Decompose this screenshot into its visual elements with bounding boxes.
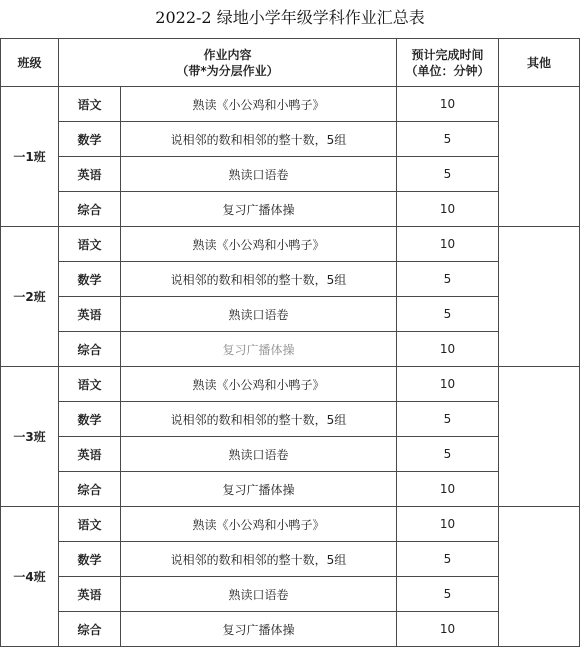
other-cell: [499, 367, 580, 507]
subject-cell: 语文: [59, 227, 121, 262]
page-title: 2022-2 绿地小学年级学科作业汇总表: [155, 8, 425, 27]
table-row: [1, 157, 580, 192]
subject-cell: 数学: [59, 122, 121, 157]
content-cell: 熟读口语卷: [121, 157, 397, 192]
content-cell: 说相邻的数和相邻的整十数，5组: [121, 402, 397, 437]
table-row: [1, 332, 580, 367]
table-row: [1, 122, 580, 157]
time-cell: 10: [397, 332, 499, 367]
time-cell: 10: [397, 192, 499, 227]
time-cell: 10: [397, 87, 499, 122]
content-cell: 说相邻的数和相邻的整十数，5组: [121, 122, 397, 157]
header-row: [1, 39, 580, 87]
header-content: [59, 39, 397, 87]
header-content-note: （带*为分层作业）: [176, 63, 279, 78]
table-row: [1, 402, 580, 437]
subject-cell: 综合: [59, 612, 121, 647]
content-cell: 熟读《小公鸡和小鸭子》: [121, 227, 397, 262]
time-cell: 10: [397, 227, 499, 262]
content-cell: 复习广播体操: [121, 332, 397, 367]
other-cell: [499, 227, 580, 367]
content-cell: 复习广播体操: [121, 612, 397, 647]
subject-cell: 综合: [59, 332, 121, 367]
time-cell: 10: [397, 472, 499, 507]
table-row: [1, 612, 580, 647]
table-row: [1, 542, 580, 577]
subject-cell: 语文: [59, 87, 121, 122]
content-cell: 说相邻的数和相邻的整十数，5组: [121, 542, 397, 577]
content-cell: 熟读《小公鸡和小鸭子》: [121, 87, 397, 122]
subject-cell: 语文: [59, 507, 121, 542]
content-cell: 熟读《小公鸡和小鸭子》: [121, 507, 397, 542]
content-cell: 熟读口语卷: [121, 577, 397, 612]
time-cell: 5: [397, 122, 499, 157]
subject-cell: 数学: [59, 542, 121, 577]
content-cell: 熟读口语卷: [121, 437, 397, 472]
subject-cell: 语文: [59, 367, 121, 402]
table-row: [1, 472, 580, 507]
table-row: [1, 507, 580, 542]
header-content-title: 作业内容: [203, 47, 252, 62]
other-cell: [499, 507, 580, 647]
subject-cell: 英语: [59, 297, 121, 332]
class-name-cell: 一4班: [1, 507, 59, 647]
class-name-cell: 一2班: [1, 227, 59, 367]
table-row: [1, 262, 580, 297]
table-row: [1, 437, 580, 472]
subject-cell: 综合: [59, 472, 121, 507]
time-cell: 5: [397, 577, 499, 612]
subject-cell: 英语: [59, 577, 121, 612]
header-time: [397, 39, 499, 87]
time-cell: 5: [397, 262, 499, 297]
table-row: [1, 297, 580, 332]
content-cell: 复习广播体操: [121, 192, 397, 227]
subject-cell: 英语: [59, 157, 121, 192]
table-row: [1, 577, 580, 612]
time-cell: 10: [397, 507, 499, 542]
time-cell: 5: [397, 437, 499, 472]
content-cell: 熟读口语卷: [121, 297, 397, 332]
other-cell: [499, 87, 580, 227]
table-row: [1, 87, 580, 122]
table-row: [1, 367, 580, 402]
subject-cell: 英语: [59, 437, 121, 472]
header-class: 班级: [1, 39, 59, 87]
header-time-unit: （单位：分钟）: [405, 63, 490, 78]
content-cell: 说相邻的数和相邻的整十数，5组: [121, 262, 397, 297]
time-cell: 5: [397, 157, 499, 192]
header-time-title: 预计完成时间: [411, 47, 484, 62]
subject-cell: 数学: [59, 262, 121, 297]
time-cell: 5: [397, 297, 499, 332]
class-name-cell: 一1班: [1, 87, 59, 227]
time-cell: 5: [397, 402, 499, 437]
time-cell: 5: [397, 542, 499, 577]
table-row: [1, 192, 580, 227]
header-other: 其他: [499, 39, 580, 87]
subject-cell: 综合: [59, 192, 121, 227]
content-cell: 熟读《小公鸡和小鸭子》: [121, 367, 397, 402]
table-row: [1, 227, 580, 262]
homework-table: [0, 38, 580, 647]
time-cell: 10: [397, 367, 499, 402]
class-name-cell: 一3班: [1, 367, 59, 507]
time-cell: 10: [397, 612, 499, 647]
subject-cell: 数学: [59, 402, 121, 437]
content-cell: 复习广播体操: [121, 472, 397, 507]
